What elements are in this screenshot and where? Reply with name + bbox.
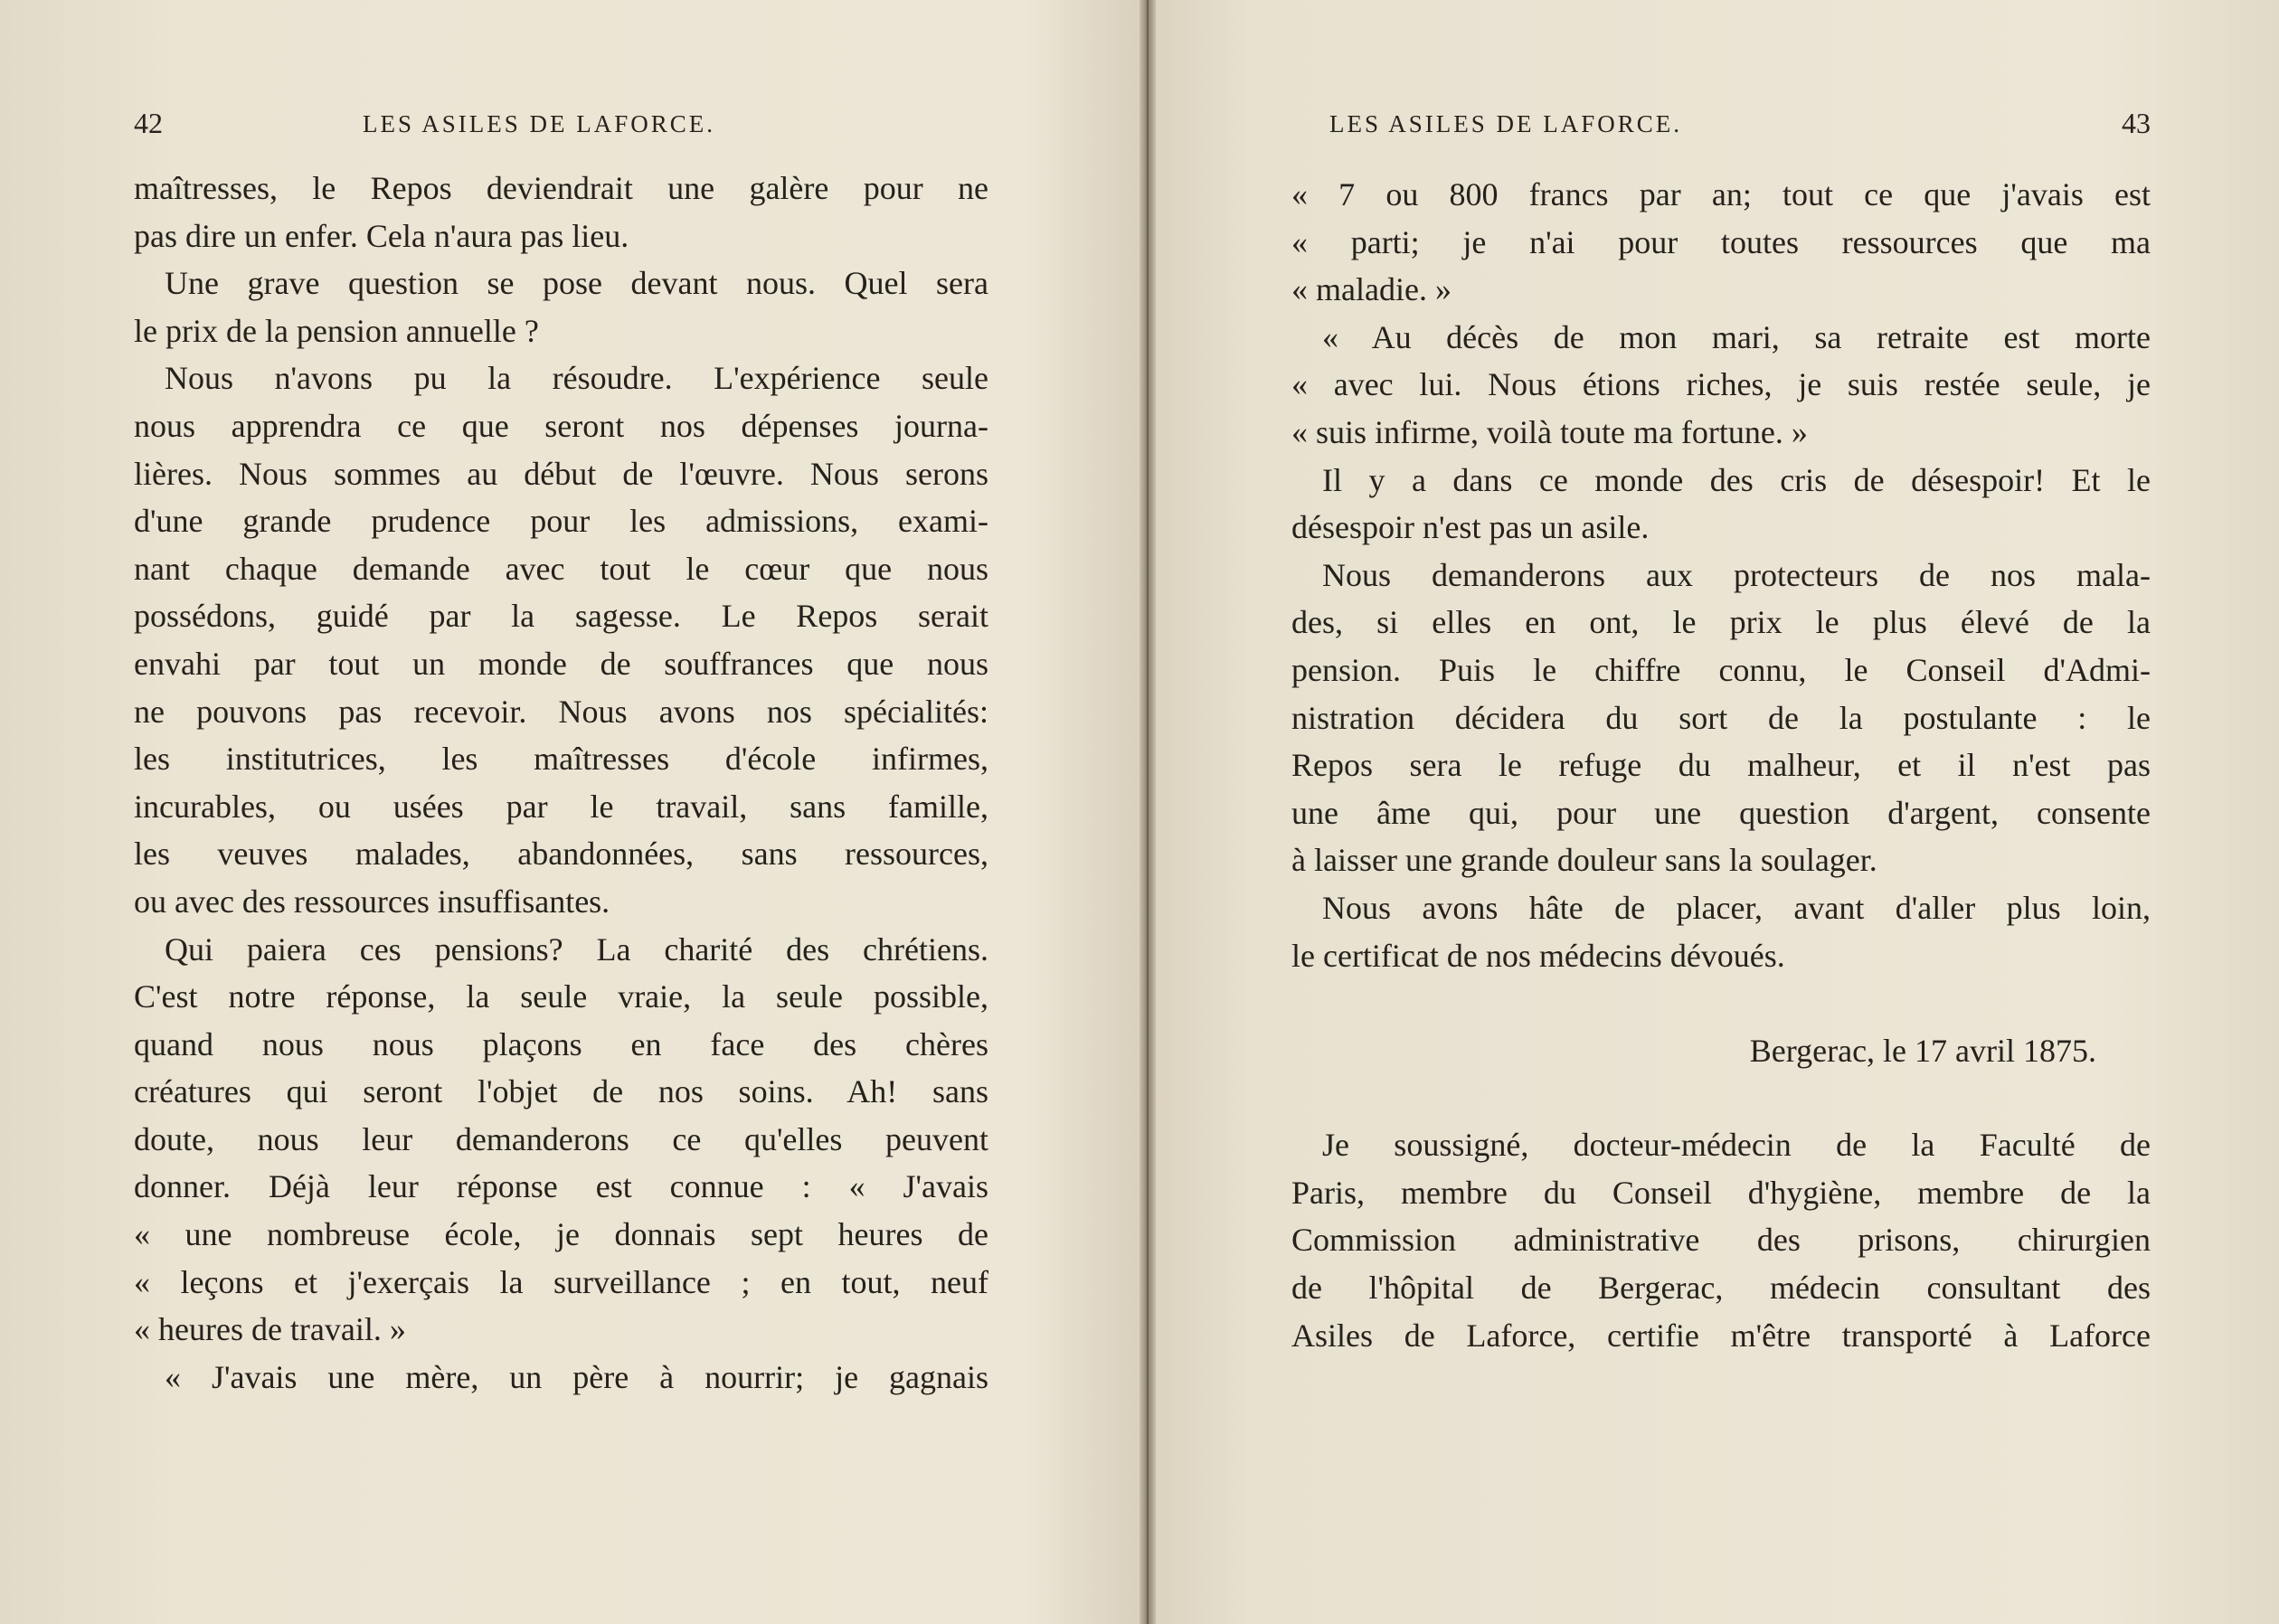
- text-line: Nous n'avons pu la résoudre. L'expérience seule: [165, 360, 988, 397]
- text-line: « J'avais une mère, un père à nourrir; je gagnais: [165, 1358, 988, 1395]
- text-line: ne pouvons pas recevoir. Nous avons nos spécialités:: [134, 693, 988, 730]
- text-line: « Au décès de mon mari, sa retraite est morte: [1322, 318, 2151, 355]
- running-head-left: [134, 107, 1002, 143]
- text-line: créatures qui seront l'objet de nos soins. Ah! sans: [134, 1073, 988, 1110]
- text-line: maîtresses, le Repos deviendrait une galère pour ne: [134, 170, 988, 206]
- text-line: « parti; je n'ai pour toutes ressources que ma: [1291, 223, 2151, 260]
- text-line: les veuves malades, abandonnées, sans ressources,: [134, 836, 988, 873]
- page-number-left: 42: [134, 107, 163, 139]
- text-line: Une grave question se pose devant nous. Quel sera: [165, 265, 988, 302]
- text-line: de l'hôpital de Bergerac, médecin consultant des: [1291, 1270, 2151, 1307]
- text-line: nous apprendra ce que seront nos dépenses journa-: [134, 407, 988, 444]
- text-line: nant chaque demande avec tout le cœur que nous: [134, 550, 988, 587]
- text-line: d'une grande prudence pour les admissions, exami-: [134, 503, 988, 540]
- text-line: « 7 ou 800 francs par an; tout ce que j'avais est: [1291, 176, 2151, 212]
- text-line: « leçons et j'exerçais la surveillance ; en tout, neuf: [134, 1263, 988, 1300]
- text-line: Je soussigné, docteur-médecin de la Faculté de: [1322, 1127, 2151, 1164]
- text-line: incurables, ou usées par le travail, sans famille,: [134, 788, 988, 825]
- text-line: « avec lui. Nous étions riches, je suis restée seule, je: [1291, 366, 2151, 403]
- text-line: Qui paiera ces pensions? La charité des chrétiens.: [165, 930, 988, 968]
- text-line: une âme qui, pour une question d'argent, consente: [1291, 794, 2151, 831]
- text-line: possédons, guidé par la sagesse. Le Repos serait: [134, 598, 988, 635]
- blank-line: [1291, 1074, 2151, 1121]
- text-line: doute, nous leur demanderons ce qu'elles peuvent: [134, 1120, 988, 1157]
- text-line: Nous demanderons aux protecteurs de nos mala-: [1322, 556, 2151, 593]
- text-line: désespoir n'est pas un asile.: [1291, 509, 1650, 546]
- text-line: « heures de travail. »: [134, 1311, 406, 1348]
- text-line: à laisser une grande douleur sans la soulager.: [1291, 842, 1877, 879]
- text-line: pas dire un enfer. Cela n'aura pas lieu.: [134, 217, 629, 254]
- text-line: le prix de la pension annuelle ?: [134, 312, 539, 349]
- text-line: Asiles de Laforce, certifie m'être transporté à Laforce: [1291, 1317, 2151, 1354]
- text-line: « maladie. »: [1291, 271, 1452, 308]
- text-line: Nous avons hâte de placer, avant d'aller plus loin,: [1322, 889, 2151, 926]
- text-line: Repos sera le refuge du malheur, et il n'est pas: [1291, 747, 2151, 784]
- text-line: « suis infirme, voilà toute ma fortune. »: [1291, 413, 1808, 450]
- running-head-title-right: LES ASILES DE LAFORCE.: [1329, 110, 1683, 137]
- text-line: quand nous nous plaçons en face des chères: [134, 1025, 988, 1062]
- text-line: nistration décidera du sort de la postulante : le: [1291, 699, 2151, 736]
- text-line: lières. Nous sommes au début de l'œuvre. Nous serons: [134, 455, 988, 492]
- text-line: des, si elles en ont, le prix le plus élevé de la: [1291, 604, 2151, 641]
- running-head-title-left: LES ASILES DE LAFORCE.: [363, 110, 716, 137]
- text-line: donner. Déjà leur réponse est connue : « J'avais: [134, 1168, 988, 1205]
- text-line: pension. Puis le chiffre connu, le Conseil d'Admi-: [1291, 651, 2151, 688]
- page-number-right: 43: [2122, 107, 2151, 139]
- text-line: C'est notre réponse, la seule vraie, la seule possible,: [134, 978, 988, 1015]
- dateline: Bergerac, le 17 avril 1875.: [1749, 1032, 2096, 1069]
- book-gutter: [1140, 0, 1156, 1624]
- right-page: [1156, 0, 2279, 1624]
- left-page-text: [134, 165, 988, 1401]
- text-line: Il y a dans ce monde des cris de désespoir! Et le: [1322, 461, 2151, 498]
- text-line: envahi par tout un monde de souffrances que nous: [134, 645, 988, 682]
- text-line: Paris, membre du Conseil d'hygiène, membre de la: [1291, 1174, 2151, 1211]
- text-line: « une nombreuse école, je donnais sept heures de: [134, 1216, 988, 1253]
- text-line: ou avec des ressources insuffisantes.: [134, 883, 610, 920]
- right-page-text: [1291, 171, 2151, 1359]
- blank-line: [1291, 979, 2151, 1027]
- text-line: Commission administrative des prisons, chirurgien: [1291, 1222, 2151, 1259]
- text-line: les institutrices, les maîtresses d'école infirmes,: [134, 741, 988, 778]
- running-head-right: [1291, 107, 2151, 143]
- text-line: le certificat de nos médecins dévoués.: [1291, 937, 1785, 974]
